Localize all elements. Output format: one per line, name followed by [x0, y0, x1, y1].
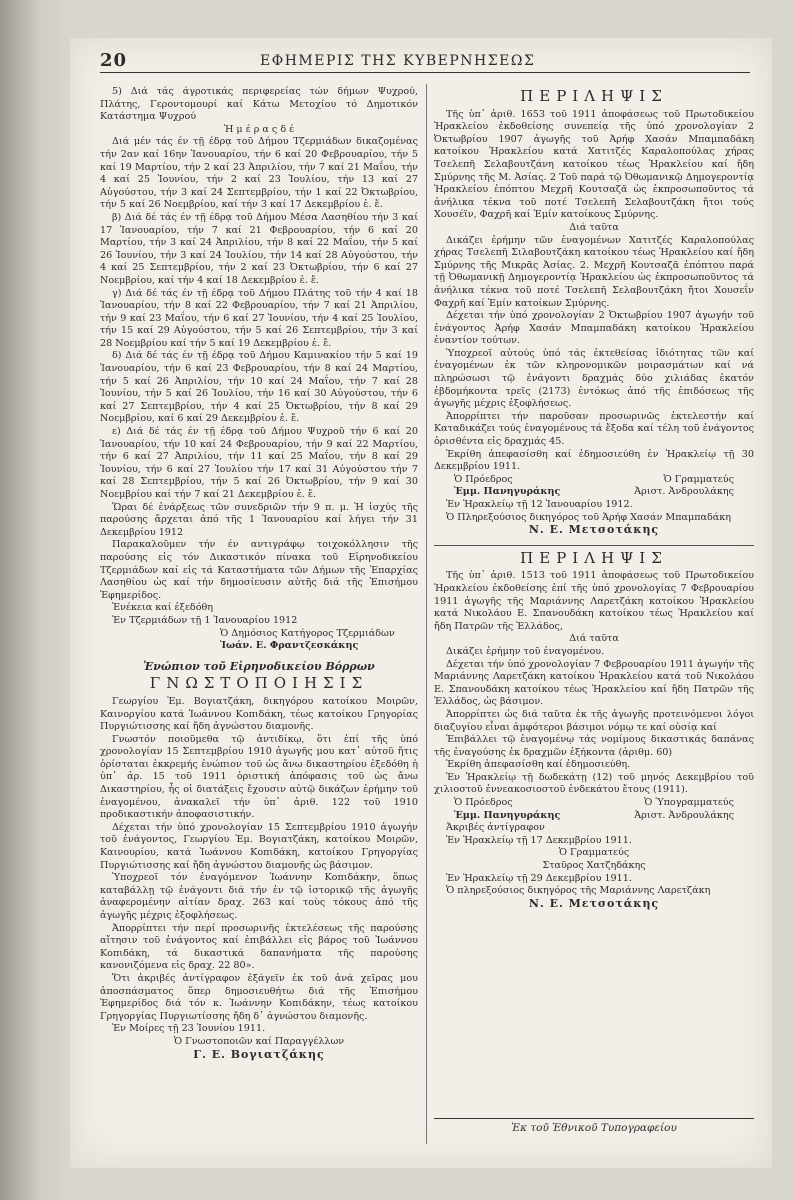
column-divider	[426, 84, 427, 1144]
paragraph: Ἐκρίθη ἀπεφασίσθη καί ἐδημοσιεύθη.	[446, 759, 631, 771]
president-name: Ἐμμ. Πανηγυράκης	[454, 809, 561, 821]
journal-title: ΕΦΗΜΕΡΙΣ ΤΗΣ ΚΥΒΕΡΝΗΣΕΩΣ	[260, 53, 536, 69]
paragraph: Τῆς ὑπ᾽ ἀριθ. 1653 τοῦ 1911 ἀποφάσεως τοῦ Πρωτοδικείου Ἡρακλείου ἐκδοθείσης συνεπείᾳ τῆς ὑπό χρονολογίαν 2 Ὀκτωβρίου 1907 ἀγωγῆς τοῦ Ἀρήφ Χασάν Μπαμπαδάκη κατοίκου Ἡρακλείου κατά Χατιτζές Καραλοπούλας χήρας Τσελεπῆ Σελαβουτζάνη κατοίκου τέως Ἡρακλείου καί ἤδη Σμύρνης τῆς Μ. Ἀσίας. 2 Τοῦ παρά τῷ Ὀθωμανικῷ Δημογεροντίᾳ Ἡρακλείου ἐπόπτου Μεχρῆ Κουτσαζᾶ ὡς ἐκπροσωποῦντος τά ἀνήλικα τέκνα τοῦ ποτέ Τσελεπῆ Σελαβουτζάκη ἤτοι τούς Χουσέϊν, Φαχρῆ καί Ἐμίν κατοίκους Σμύρνης.	[434, 108, 754, 221]
signature-roles-row	[434, 474, 754, 487]
paragraph: Ἀπορρίπτει ὡς διά ταῦτα ἐκ τῆς ἀγωγῆς προτεινόμενοι λόγοι διαζυγίου εἶναι ἀμφότεροι βάσιμοι νόμῳ τε καί οὐσίᾳ καί	[434, 708, 754, 733]
attorney-name: Ν. Ε. Μετσοτάκης	[528, 896, 660, 910]
paragraph: 5) Διά τάς άγροτικάς περιφερείας τών δήμων Ψυχρού, Πλάτης, Γεροντομουρί καί Κάτω Μετοχίου τό Δημοτικόν Κατάστημα Ψυχρού	[100, 86, 418, 123]
attorney-name: Ν. Ε. Μετσοτάκης	[528, 523, 660, 537]
paragraph: Δέχεται τήν ὑπό χρονολογίαν 2 Ὀκτωβρίου 1907 ἀγωγήν τοῦ ἐνάγοντος Ἀρήφ Χασάν Μπαμπαδάκη κατοίκου Ἡρακλείου ἐναντίον τούτων.	[434, 310, 754, 347]
paragraph: Ὑποχρεοῖ αὐτούς ὑπό τάς ἐκτεθείσας ἰδιότητας τῶν καί ἐναγομένων ἐκ τῶν κληρονομικῶν μοιρασμάτων καί νά πληρώσωσι τῷ ἐνάγοντι δραχμάς δύο χιλιάδας ἑκατόν ἑβδομήκοντα τρεῖς (2173) ἐντόκως ἀπό τῆς ἐπιδόσεως τῆς ἀγωγῆς μέχρις ἐξοφλήσεως.	[434, 347, 754, 410]
paragraph: Δέχεται τήν ὑπό χρονολογίαν 7 Φεβρουαρίου 1911 ἀγωγήν τῆς Μαριάννης Λαρετζάκη κατοίκου Ἡρακλείου κατά τοῦ Νικολάου Ε. Σπανουδάκη κατοίκου τέως Ἡρακλείου καί ἤδη Πατρῶν τῆς Ἑλλάδος, ὡς βάσιμον.	[434, 658, 754, 708]
paragraph: Ἐν Ἡρακλείῳ τῇ δωδεκάτῃ (12) τοῦ μηνός Δεκεμβρίου τοῦ χιλιοστοῦ ἐννεακοσιοστοῦ ἑνδεκάτου ἔτους (1911).	[434, 771, 754, 796]
court-heading: Ἐνώπιον τοῦ Εἰρηνοδικείου Βόρρων	[143, 659, 375, 673]
section-title: ΠΕΡΙΛΗΨΙΣ	[520, 87, 668, 105]
president-name: Ἐμμ. Πανηγυράκης	[454, 486, 561, 498]
attorney-role: Ὁ πληρεξούσιος δικηγόρος τῆς Μαριάννης Λαρετζάκη	[446, 885, 711, 897]
paragraph: Ἐκρίθη ἀπεφασίσθη καί ἐδημοσιεύθη ἐν Ἡρακλείῳ τῇ 30 Δεκεμβρίου 1911.	[434, 448, 754, 473]
signature-names-row	[434, 810, 754, 823]
days-heading: Ἡ μ έ ρ α ς δ έ	[223, 123, 295, 135]
paragraph: Διά μέν τάς έν τῇ έδρᾳ τοῦ Δήμου Τζερμιάδων δικαζομένας τήν 2αν καί 16ην Ἰανουαρίου, τήν 6 καί 20 Φεβρουαρίου, τήν 5 καί 19 Μαρτίου, τήν 2 καί 23 Ἀπριλίου, τήν 7 καί 21 Μαΐου, τήν 4 καί 25 Ἰουνίου, τήν 2 καί 23 Ἰουλίου, τήν 13 καί 27 Αὐγούστου, τήν 3 καί 24 Σεπτεμβρίου, τήν 1 καί 22 Ὀκτωβρίου, τήν 5 καί 26 Νοεμβρίου, καί τήν 3 καί 17 Δεκεμβρίου ἑ. ἔ.	[100, 136, 418, 211]
printer-imprint: Ἐκ τοῦ Ἐθνικοῦ Τυπογραφείου	[434, 1118, 754, 1134]
signature-names-row	[434, 486, 754, 499]
paragraph: Ὅτι ἀκριβές ἀντίγραφον ἐξάγεῖν ἐκ τοῦ ἀνά χεῖρας μου ἀποσπάσματος ὅπερ δημοσιευθήτω διά τῆς Ἐπισήμου Ἐφημερίδος διά τόν κ. Ἰωάννην Κοπιδάκην, τέως κατοίκου Γρηγοργίας Πυργιωτίσσης ἤδη δ᾽ ἀγνώστου διαμονῆς.	[100, 972, 418, 1022]
place-date: Ἐν Ἡρακλείῳ τῇ 12 Ἰανουαρίου 1912.	[446, 499, 633, 510]
clerk-role: Ὁ Γραμματεύς	[558, 847, 630, 859]
section-title: ΓΝΩΣΤΟΠΟΙΗΣΙΣ	[149, 674, 369, 693]
place-date: Ἐν Τζερμιάδων τῇ 1 Ἰανουαρίου 1912	[112, 614, 298, 626]
clerk-name: Σταῦρος Χατζηδάκης	[542, 860, 646, 872]
paragraph: Δικάζει ἐρήμην τοῦ ἐναγομένου.	[446, 645, 605, 657]
president-role: Ὁ Πρόεδρος	[454, 797, 513, 809]
page-header	[100, 50, 750, 73]
paragraph: ε) Διά δέ τάς έν τῇ έδρᾳ τοῦ Δήμου Ψυχροῦ τήν 6 καί 20 Ἰανουαρίου, τήν 10 καί 24 Φεβρουαρίου, τήν 9 καί 22 Μαρτίου, τήν 6 καί 27 Ἀπριλίου, τήν 11 καί 25 Μαΐου, τήν 8 καί 29 Ἰουνίου, τήν 6 καί 27 Ἰουλίου τήν 17 καί 31 Αὐγούστου τήν 7 καί 28 Σεπτεμβρίου, τήν 5 καί 26 Ὀκτωβρίου, τήν 9 καί 30 Νοεμβρίου καί τήν 7 καί 21 Δεκεμβρίου ἑ. ἔ.	[100, 426, 418, 500]
paragraph: Δικάζει ἐρήμην τῶν ἐναγομένων Χατιτζές Καραλοπούλας χήρας Τσελεπῆ Σιλαβουτζάκη κατοίκου τέως Ἡρακλείου καί ἤδη Σμύρνης τῆς Μικρᾶς Ἀσίας. 2. Μεχρῆ Κουτσαζᾶ ἐπόπτου παρά τῇ Ὀθωμανικῇ Δημογεροντίᾳ Ἡρακλείου ὡς ἐκπροσωποῦντος τά ἀνήλικα τέκνα τοῦ ποτέ Τσελεπῆ Σελαβουτζάκη ἤτοι Χουσεΐν Φαχρῆ καί Ἐμίν κατοίκων Σμύρνης.	[434, 234, 754, 309]
paragraph: Δέχεται τήν ὑπό χρονολογίαν 15 Σεπτεμβρίου 1910 ἀγωγήν τοῦ ἐνάγοντος, Γεωργίου Ἐμ. Βογιατζάκη, κατοίκου Μοιρῶν, Καινουρίου, κατά Ἰωάννου Κοπιδάκη, κατοίκου Γρηγοργίας Πυργιώτισσης καί ἤδη ἀγνώστου διαμονῆς ὡς βάσιμον.	[100, 821, 418, 871]
secretary-role: Ὁ Ὑπογραμματεύς	[644, 797, 734, 809]
paragraph: Γεωργίου Ἐμ. Βογιατζάκη, δικηγόρου κατοίκου Μοιρῶν, Καινοργίου κατά Ἰωάννου Κοπιδάκη, τέως κατοίκου Γρηγορίας Πυργιώτισσης καί ἤδη ἀγνώστου διαμονῆς.	[100, 695, 418, 733]
paragraph: Ἀπορρίπτει τήν παροῦσαν προσωρινῶς ἐκτελεστήν καί Καταδικάζει τούς ἐναγομένους τά ἔξοδα καί τέλη τοῦ ἐνάγοντος ὁρισθέντα εἰς δραχμάς 45.	[434, 410, 754, 448]
copy-note: Ἀκριβές ἀντίγραφον	[446, 822, 545, 834]
paragraph: β) Διά δέ τάς έν τῇ έδρᾳ τοῦ Δήμου Μέσα Λασηθίου τήν 3 καί 17 Ἰανουαρίου, τήν 7 καί 21 Φεβρουαρίου, τήν 6 καί 20 Μαρτίου, τήν 3 καί 24 Ἀπριλίου, τήν 8 καί 22 Μαΐου, τήν 5 καί 26 Ἰουνίου, τήν 3 καί 24 Ἰουλίου, τήν 14 καί 28 Αὐγούστου, τήν 4 καί 25 Σεπτεμβρίου, τήν 2 καί 23 Ὀκτωβρίου, τήν 6 καί 27 Νοεμβρίου, καί τήν 4 καί 18 Δεκεμβρίου ἑ. ἔ.	[100, 211, 418, 286]
place-date: Ἐν Μοίρες τῇ 23 Ἰουνίου 1911.	[112, 1023, 266, 1035]
paragraph: Ἐνέκεια καί ἐξεδόθη	[112, 602, 214, 614]
gazette-page	[70, 38, 772, 1168]
signature-roles-row	[434, 797, 754, 810]
court-schedule-announcement	[100, 86, 418, 653]
notification-announcement	[100, 661, 418, 1061]
paragraph: δ) Διά δέ τάς έν τῇ έδρᾳ τοῦ Δήμου Καμινακίου τήν 5 καί 19 Ἰανουαρίου, τήν 6 καί 23 Φεβρουαρίου, τήν 8 καί 24 Μαρτίου, τήν 5 καί 26 Ἀπριλίου, τήν 10 καί 24 Μαΐου, τήν 7 καί 28 Ἰουνίου, τήν 5 καί 26 Ἰουλίου, τήν 16 καί 30 Αὐγούστου, τήν 6 καί 27 Σεπτεμβρίου, τήν 4 καί 25 Ὀκτωβρίου, τήν 8 καί 29 Νοεμβρίου, καί 6 καί 29 Δεκεμβρίου ἑ. ἔ.	[100, 350, 418, 425]
place-date: Ἐν Ἡρακλείῳ τῇ 17 Δεκεμβρίου 1911.	[446, 834, 632, 846]
for-these-heading: Διά ταῦτα	[569, 221, 619, 233]
paragraph: Ἐπιβάλλει τῷ ἐναγομένῳ τάς νομίμους δικαστικάς δαπάνας τῆς ἐναγούσης ἐκ δραχμῶν ἑξήκοντα (ἀριθμ. 60)	[434, 734, 754, 758]
place-date: Ἐν Ἡρακλείῳ τῇ 29 Δεκεμβρίου 1911.	[446, 872, 632, 884]
summary-2	[434, 548, 754, 911]
paragraph: Παρακαλοῦμεν τήν έν αντιγράφῳ τοιχοκόλλησιν τῆς παρούσης εἰς τόν Δικαστικόν πίνακα τοῦ Εἰρηνοδικείου Τζερμιάδων καί εἰς τά Καταστήματα τῶν Δήμων τῆς Ἐπαρχίας Λασηθίου ὡς καί τήν δημοσίευσιν αὐτῆς διά τῆς Ἐπισήμου Ἐφημερίδος.	[100, 539, 418, 601]
for-these-heading: Διά ταῦτα	[569, 633, 619, 645]
section-separator	[434, 545, 754, 546]
secretary-role: Ὁ Γραμματεύς	[663, 473, 734, 485]
page-number: 20	[100, 50, 128, 71]
paragraph: γ) Διά δέ τάς έν τῇ έδρᾳ τοῦ Δήμου Πλάτης τοῦ τήν 4 καί 18 Ἰανουαρίου, τήν 8 καί 22 Φεβρουαρίου, τήν 7 καί 21 Ἀπριλίου, τήν 9 καί 23 Μαΐου, τήν 6 καί 27 Ἰουνίου, τήν 4 καί 25 Ἰουλίου, τήν 15 καί 29 Αὐγούστου, τήν 5 καί 26 Σεπτεμβρίου, τήν 3 καί 28 Νοεμβρίου καί τήν 5 καί 19 Δεκεμβρίου ἑ. ἔ.	[100, 287, 418, 349]
secretary-name: Ἀριστ. Ἀνδρουλάκης	[634, 486, 734, 498]
section-title: ΠΕΡΙΛΗΨΙΣ	[520, 548, 668, 567]
attorney-role: Ὁ Πληρεξούσιος δικηγόρος τοῦ Ἀρήφ Χασάν Μπαμπαδάκη	[446, 511, 732, 523]
secretary-name: Ἀριστ. Ἀνδρουλάκης	[634, 809, 734, 821]
paragraph: Τῆς ὑπ᾽ ἀριθ. 1513 τοῦ 1911 ἀποφάσεως τοῦ Πρωτοδικείου Ἡρακλείου ἐκδοθείσης ἐπί τῆς ὑπό χρονολογίας 7 Φεβρουαρίου 1911 ἀγωγῆς τῆς Μαριάννης Λαρετζάκη κατοίκου Ἡρακλείου κατά Νικολάου Ε. Σπανουδάκη κατοίκου τέως Ἡρακλείου καί ἤδη Πατρῶν τῆς Ἑλλάδος,	[434, 570, 754, 632]
summary-1	[434, 87, 754, 537]
signer-name: Ἰωάν. Ε. Φραντζεσκάκης	[220, 640, 359, 652]
paragraph: Γνωστόν ποιοῦμεθα τῷ ἀντιδίκῳ, ὅτι ἐπί τῆς ὑπό χρονολογίαν 15 Σεπτεμβρίου 1910 ἀγωγῆς μου κατ᾽ αὐτοῦ ἤτις ὁρίσταται ἐκκρεμής ἐνώπιον τοῦ ὡς ἄνω δικαστηρίου ἐξεδόθη ἡ ὑπ᾽ ἀρ. 15 τοῦ 1911 ὁριστική ἀπόφασις τοῦ ὡς ἄνω Δικαστηρίου, ἧς οἱ διατάξεις ἔχουσιν αὐτῷ δικάζων ἐρήμην τοῦ ἐναγομένου, ἀνακαλεῖ τήν ὑπ᾽ ἀριθ. 122 τοῦ 1910 προδικαστικήν ἀποφασιστικήν.	[100, 733, 418, 821]
paragraph: Ὑποχρεοῖ τόν ἐναγόμενον Ἰωάννην Κοπιδάκην, ὅπως καταβάλλῃ τῷ ἐνάγοντι διά τήν ἐν τῷ ἱστορικῷ τῆς ἀγωγῆς ἀναφερομένην αἰτίαν δραχ. 263 καί τοὺς τόκους ἀπό τῆς ἀγωγῆς μέχρις ἐξοφλήσεως.	[100, 872, 418, 921]
book-binding-shadow	[0, 0, 70, 1200]
paragraph: Ὥραι δέ ἐνάρξεως τῶν συνεδριῶν τήν 9 π. μ. Ἡ ἰσχύς τῆς παρούσης ἄρχεται ἀπό τῆς 1 Ἰανουαρίου καί λήγει τήν 31 Δεκεμβρίου 1912	[100, 501, 418, 538]
signer-name: Γ. Ε. Βογιατζάκης	[193, 1047, 325, 1061]
signer-role: Ὁ Δημόσιος Κατήγορος Τζερμιάδων	[220, 627, 395, 639]
right-column	[434, 86, 754, 910]
signer-role: Ὁ Γνωστοποιῶν καί Παραγγέλλων	[173, 1035, 345, 1047]
president-role: Ὁ Πρόεδρος	[454, 473, 513, 485]
left-column	[100, 86, 418, 1061]
paragraph: Ἀπορρίπτει τήν περί προσωρινῆς ἐκτελέσεως τῆς παρούσης αἴτησιν τοῦ ἐνάγοντος καί ἐπιβάλλει εἰς βάρος τοῦ Ἰωάννου Κοπιδάκη, τά δικαστικά δαπανήματα τῆς παρούσης κανονιζόμενα εἰς δραχ. 22 80».	[100, 922, 418, 972]
